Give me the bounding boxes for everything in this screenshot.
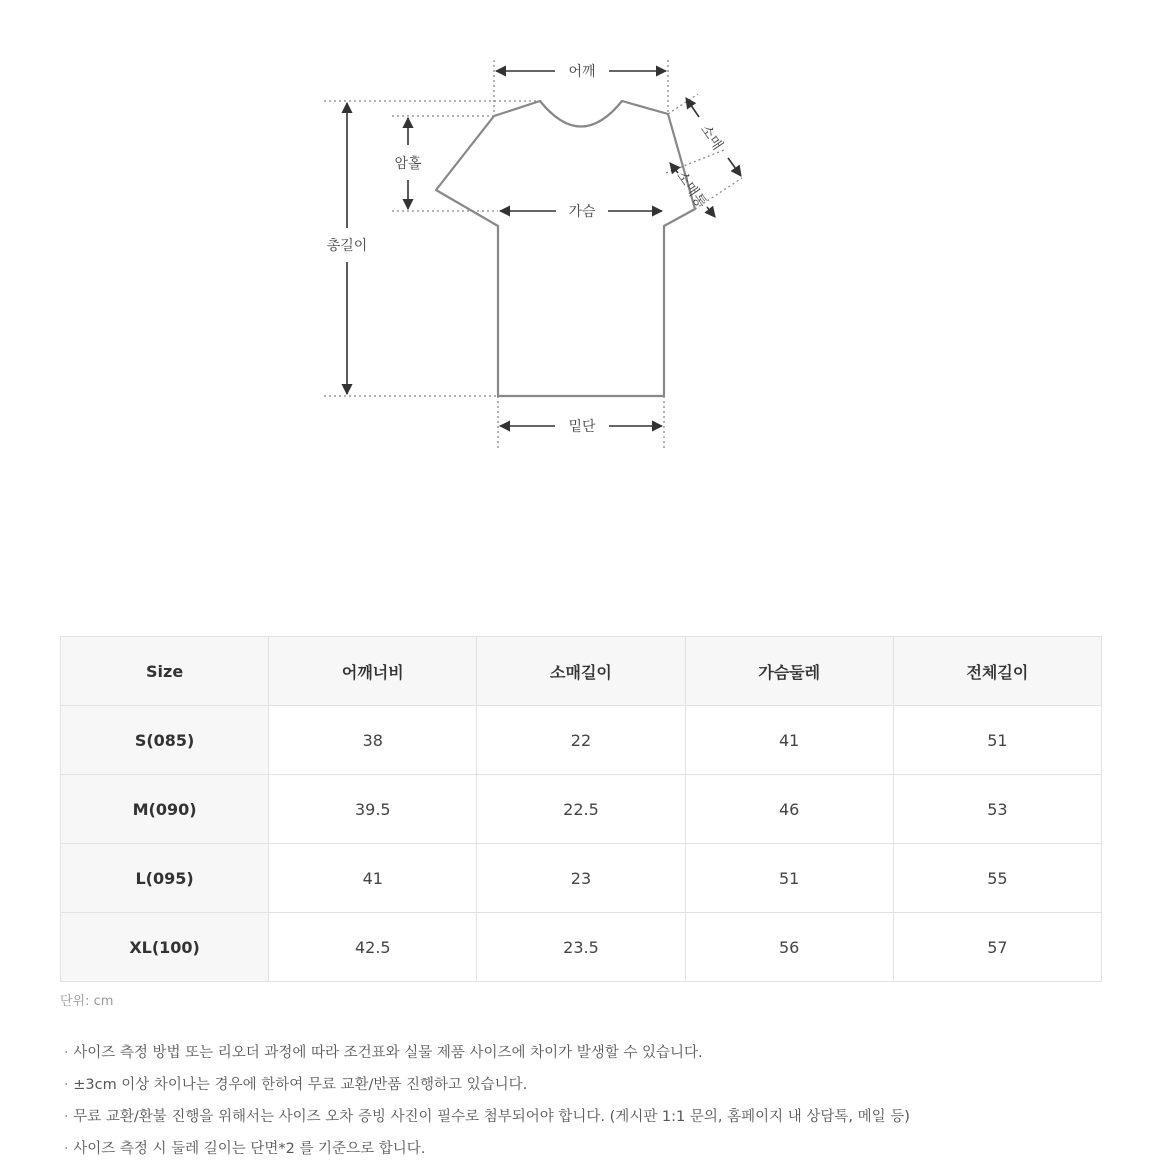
table-cell: 22 — [477, 706, 685, 775]
label-sleeve-width: 소매통 — [673, 168, 710, 211]
table-cell: 23 — [477, 844, 685, 913]
size-notes — [64, 1042, 910, 1170]
table-cell: 55 — [893, 844, 1101, 913]
table-row — [61, 913, 1102, 982]
label-armhole: 암홀 — [394, 156, 422, 172]
table-cell: 42.5 — [269, 913, 477, 982]
table-cell: 53 — [893, 775, 1101, 844]
label-hem: 밑단 — [568, 419, 596, 435]
table-cell: 46 — [685, 775, 893, 844]
table-cell: 51 — [893, 706, 1101, 775]
table-header-row — [61, 637, 1102, 706]
column-header: 소매길이 — [477, 637, 685, 706]
note-item: · ±3cm 이상 차이나는 경우에 한하여 무료 교환/반품 진행하고 있습니다. — [64, 1074, 910, 1106]
size-cell: S(085) — [61, 706, 269, 775]
label-sleeve: 소매 — [696, 121, 726, 154]
table-cell: 41 — [685, 706, 893, 775]
label-chest: 가슴 — [568, 204, 596, 220]
table-cell: 57 — [893, 913, 1101, 982]
table-row — [61, 844, 1102, 913]
column-header: 전체길이 — [893, 637, 1101, 706]
unit-note: 단위: cm — [60, 994, 114, 1009]
size-cell: XL(100) — [61, 913, 269, 982]
table-cell: 38 — [269, 706, 477, 775]
size-table — [60, 636, 1102, 982]
tshirt-outline — [436, 101, 695, 396]
table-cell: 51 — [685, 844, 893, 913]
tshirt-size-diagram — [0, 0, 1162, 480]
note-item: · 사이즈 측정 시 둘레 길이는 단면*2 를 기준으로 합니다. — [64, 1138, 910, 1170]
note-item: · 무료 교환/환불 진행을 위해서는 사이즈 오차 증빙 사진이 필수로 첨부되어야 합니다. (게시판 1:1 문의, 홈페이지 내 상담톡, 메일 등) — [64, 1106, 910, 1138]
column-header: 어깨너비 — [269, 637, 477, 706]
label-total-length: 총길이 — [326, 238, 368, 254]
table-cell: 56 — [685, 913, 893, 982]
size-cell: M(090) — [61, 775, 269, 844]
table-cell: 22.5 — [477, 775, 685, 844]
column-header: 가슴둘레 — [685, 637, 893, 706]
table-cell: 39.5 — [269, 775, 477, 844]
table-row — [61, 706, 1102, 775]
table-cell: 23.5 — [477, 913, 685, 982]
table-row — [61, 775, 1102, 844]
table-cell: 41 — [269, 844, 477, 913]
label-shoulder: 어깨 — [568, 64, 596, 80]
column-header: Size — [61, 637, 269, 706]
note-item: · 사이즈 측정 방법 또는 리오더 과정에 따라 조건표와 실물 제품 사이즈에 차이가 발생할 수 있습니다. — [64, 1042, 910, 1074]
size-cell: L(095) — [61, 844, 269, 913]
